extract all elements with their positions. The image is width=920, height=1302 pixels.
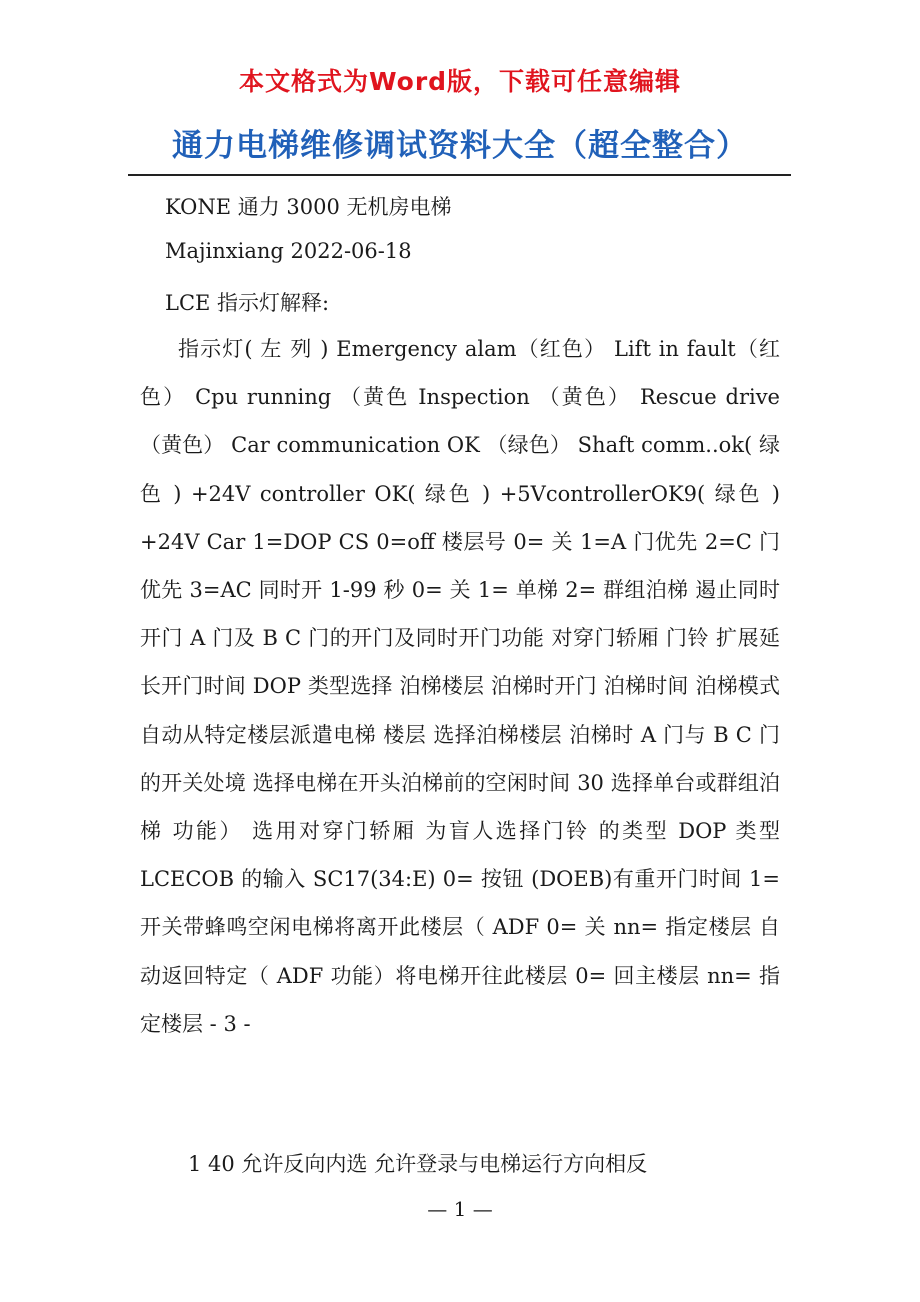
section-heading: LCE 指示灯解释: (165, 291, 330, 315)
author-date-line: Majinxiang 2022-06-18 (165, 239, 412, 263)
download-banner: 本文格式为Word版，下载可任意编辑 (238, 67, 682, 96)
title-divider (128, 174, 791, 176)
elevator-model-line: KONE 通力 3000 无机房电梯 (165, 195, 452, 219)
document-title: 通力电梯维修调试资料大全（超全整合） (172, 128, 748, 164)
page-number: — 1 — (427, 1197, 493, 1221)
body-last-line: 1 40 允许反向内选 允许登录与电梯运行方向相反 (188, 1152, 648, 1176)
body-paragraph: 指示灯( 左 列 ) Emergency alam（红色） Lift in fault（红色） Cpu running （黄色 Inspection （黄色） Rescue drive （黄色） Car communication OK （绿色） Shaft comm..ok( 绿色 ) +24V controller OK( 绿色 ) +5VcontrollerOK9( 绿色 ) +24V Car 1=DOP CS 0=off 楼层号 0= 关 1=A 门优先 2=C 门优先 3=AC 同时开 1-99 秒 0= 关 1= 单梯 2= 群组泊梯 遏止同时开门 A 门及 B C 门的开门及同时开门功能 对穿门轿厢 门铃 扩展延长开门时间 DOP 类型选择 泊梯楼层 泊梯时开门 泊梯时间 泊梯模式 自动从特定楼层派遣电梯 楼层 选择泊梯楼层 泊梯时 A 门与 B C 门的开关处境 选择电梯在开头泊梯前的空闲时间 30 选择单台或群组泊梯 功能） 选用对穿门轿厢 为盲人选择门铃 的类型 DOP 类型 LCECOB 的输入 SC17(34:E) 0= 按钮 (DOEB)有重开门时间 1= 开关带蜂鸣空闲电梯将离开此楼层（ ADF 0= 关 nn= 指定楼层 自动返回特定（ ADF 功能）将电梯开往此楼层 0= 回主楼层 nn= 指定楼层 - 3 - (140, 337, 780, 1036)
